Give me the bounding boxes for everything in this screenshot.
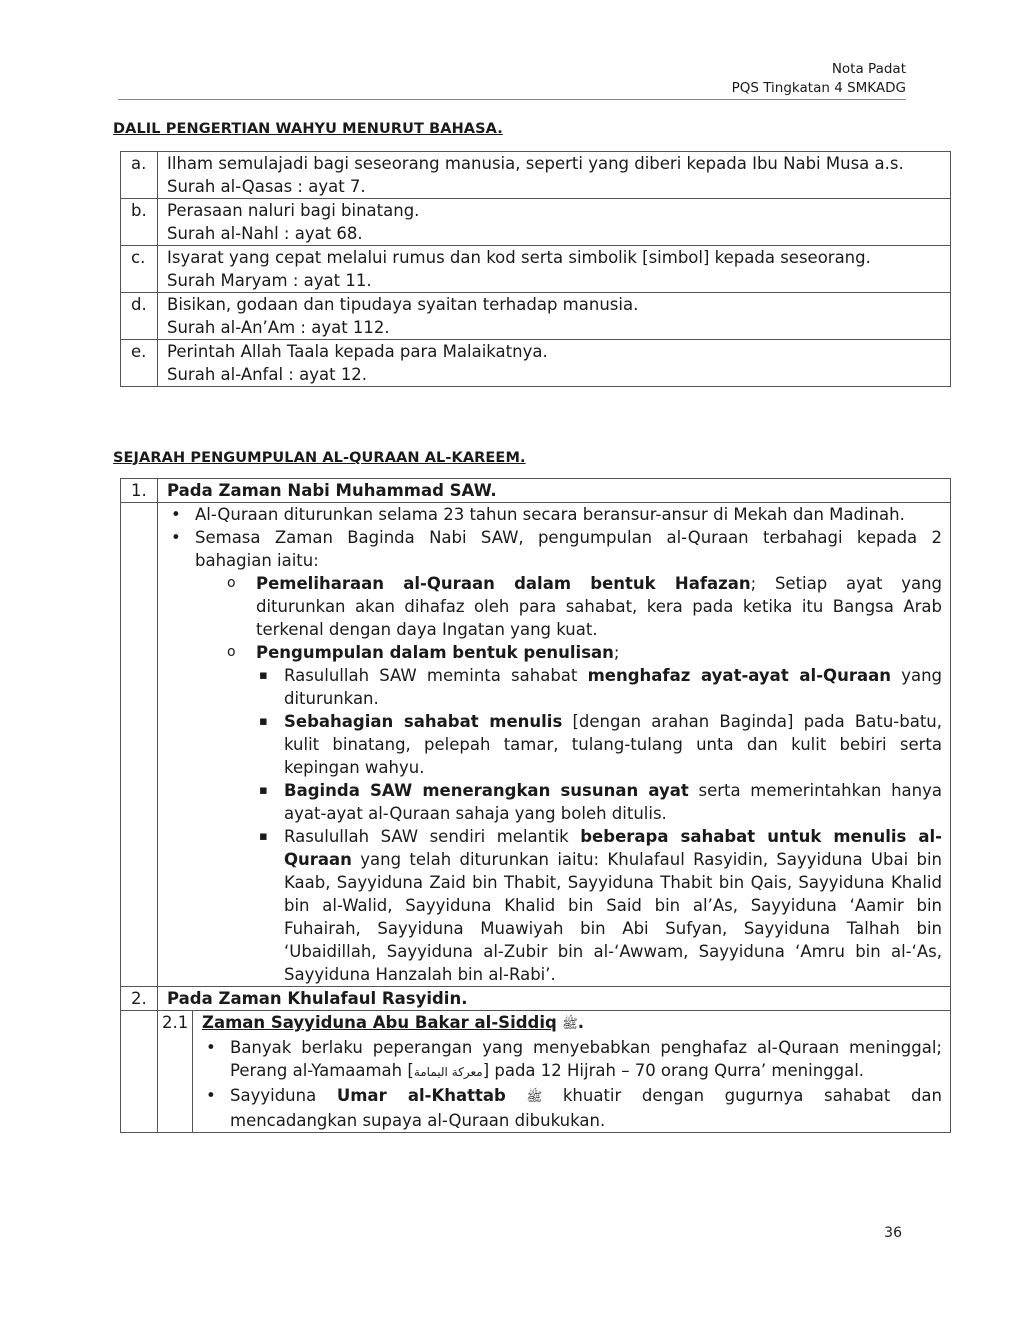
header-line-2: PQS Tingkatan 4 SMKADG: [731, 80, 906, 96]
list-item: o Pemeliharaan al-Quraan dalam bentuk Hafazan; Setiap ayat yang diturunkan akan dihafaz oleh para sahabat, kera pada ketika itu Bangsa Arab terkenal dengan daya Ingatan yang kuat.: [167, 572, 942, 641]
row-reference: Surah al-Nahl : ayat 68.: [167, 224, 363, 243]
arabic-text: معركة اليمامة: [413, 1065, 483, 1079]
table-row: [121, 479, 951, 503]
list-item: o Pengumpulan dalam bentuk penulisan; ▪ Rasulullah SAW meminta sahabat menghafaz ayat-ayat al-Quraan yang diturunkan. ▪ Sebahagian sahabat menulis [dengan arahan Baginda] pada Batu-batu, kulit binatang, pelepah tamar, tulang-tulang unta dan kulit bebiri serta kepingan wahyu. ▪ Baginda SAW menerangkan susunan ayat serta memerintahkan hanya ayat-ayat al-Quraan sahaja yang boleh ditulis. ▪ Rasulullah SAW sendiri melantik beberapa sahabat untuk menulis al-Quraan yang telah diturunkan iaitu: Khulafaul Rasyidin, Sayyiduna Ubai bin Kaab, Sayyiduna Zaid bin Thabit, Sayyiduna Thabit bin Qais, Sayyiduna Khalid bin al-Walid, Sayyiduna Khalid bin Said bin al’As, Sayyiduna ‘Aamir bin Fuhairah, Sayyiduna Muawiyah bin Abi Sufyan, Sayyiduna Talhah bin ‘Ubaidillah, Sayyiduna al-Zubir bin al-‘Awwam, Sayyiduna ‘Amru bin al-‘As, Sayyiduna Hanzalah bin al-Rabi’.: [167, 641, 942, 986]
page-number: 36: [884, 1225, 902, 1241]
table-row: [121, 246, 951, 293]
sub-list: [167, 572, 942, 986]
row-reference: Surah al-Anfal : ayat 12.: [167, 365, 368, 384]
table-row: [121, 987, 951, 1011]
subsection-index: 2.1: [162, 1013, 189, 1032]
list-item: ▪ Rasulullah SAW sendiri melantik beberapa sahabat untuk menulis al-Quraan yang telah diturunkan iaitu: Khulafaul Rasyidin, Sayyiduna Ubai bin Kaab, Sayyiduna Zaid bin Thabit, Sayyiduna Thabit bin Qais, Sayyiduna Khalid bin al-Walid, Sayyiduna Khalid bin Said bin al’As, Sayyiduna ‘Aamir bin Fuhairah, Sayyiduna Muawiyah bin Abi Sufyan, Sayyiduna Talhah bin ‘Ubaidillah, Sayyiduna al-Zubir bin al-‘Awwam, Sayyiduna ‘Amru bin al-‘As, Sayyiduna Hanzalah bin al-Rabi’.: [256, 825, 942, 986]
table-row: [121, 1011, 951, 1133]
table-row: [121, 503, 951, 987]
header-line-1: Nota Padat: [831, 61, 906, 77]
table-row: [121, 340, 951, 387]
bullet-list: [167, 503, 942, 986]
section-title-wahyu: DALIL PENGERTIAN WAHYU MENURUT BAHASA.: [113, 121, 503, 137]
row-heading: Pada Zaman Khulafaul Rasyidin.: [158, 987, 951, 1011]
row-reference: Surah al-An’Am : ayat 112.: [167, 318, 390, 337]
row-index: c.: [121, 246, 158, 293]
table-row: [121, 199, 951, 246]
honorific-symbol: ﷺ: [562, 1017, 578, 1032]
list-item: ▪ Rasulullah SAW meminta sahabat menghafaz ayat-ayat al-Quraan yang diturunkan.: [256, 664, 942, 710]
row-index: a.: [121, 152, 158, 199]
subsection-table: 2.1 Zaman Sayyiduna Abu Bakar al-Siddiq ﷺ. • Banyak berlaku peperangan yang menyebabkan penghafaz al-Quraan meninggal; Perang al-Yamaamah [معركة اليمامة] pada 12 Hijrah – 70 orang Qurra’ meninggal. • Sayyiduna Umar al-Khattab ﷺ khuatir dengan gugurnya sahabat dan mencadangkan supaya al-Quraan dibukukan.: [158, 1011, 950, 1132]
subsection-heading: Zaman Sayyiduna Abu Bakar al-Siddiq: [202, 1013, 557, 1032]
row-index: 2.: [121, 987, 158, 1011]
row-index: b.: [121, 199, 158, 246]
row-text: Perintah Allah Taala kepada para Malaikatnya.: [167, 342, 548, 361]
row-heading: Pada Zaman Nabi Muhammad SAW.: [158, 479, 951, 503]
list-item: ▪ Sebahagian sahabat menulis [dengan arahan Baginda] pada Batu-batu, kulit binatang, pelepah tamar, tulang-tulang unta dan kulit bebiri serta kepingan wahyu.: [256, 710, 942, 779]
list-item: • Sayyiduna Umar al-Khattab ﷺ khuatir dengan gugurnya sahabat dan mencadangkan supaya al-Quraan dibukukan.: [202, 1084, 942, 1132]
row-text: Perasaan naluri bagi binatang.: [167, 201, 420, 220]
point-list: [256, 664, 942, 986]
row-text: Ilham semulajadi bagi seseorang manusia, seperti yang diberi kepada Ibu Nabi Musa a.s.: [167, 154, 904, 173]
list-item: ▪ Baginda SAW menerangkan susunan ayat serta memerintahkan hanya ayat-ayat al-Quraan sahaja yang boleh ditulis.: [256, 779, 942, 825]
page-header: [732, 60, 906, 98]
row-index: 1.: [121, 479, 158, 503]
table-row: [121, 152, 951, 199]
wahyu-table: [120, 151, 951, 387]
row-text: Isyarat yang cepat melalui rumus dan kod serta simbolik [simbol] kepada seseorang.: [167, 248, 871, 267]
list-item: • Al-Quraan diturunkan selama 23 tahun secara beransur-ansur di Mekah dan Madinah.: [167, 503, 942, 526]
row-reference: Surah Maryam : ayat 11.: [167, 271, 372, 290]
bullet-list: [202, 1036, 942, 1132]
sejarah-table: [120, 478, 951, 1133]
row-index: d.: [121, 293, 158, 340]
honorific-symbol: ﷺ: [526, 1090, 543, 1105]
row-index: e.: [121, 340, 158, 387]
list-item: • Semasa Zaman Baginda Nabi SAW, pengumpulan al-Quraan terbahagi kepada 2 bahagian iaitu: o Pemeliharaan al-Quraan dalam bentuk Hafazan; Setiap ayat yang diturunkan akan dihafaz oleh para sahabat, kera pada ketika itu Bangsa Arab terkenal dengan daya Ingatan yang kuat. o Pengumpulan dalam bentuk penulisan; ▪ Rasulullah SAW meminta sahabat menghafaz ayat-ayat al-Quraan yang diturunkan. ▪ Sebahagian sahabat menulis [dengan arahan Baginda] pada Batu-batu, kulit binatang, pelepah tamar, tulang-tulang unta dan kulit bebiri serta kepingan wahyu. ▪ Baginda SAW menerangkan susunan ayat serta memerintahkan hanya ayat-ayat al-Quraan sahaja yang boleh ditulis. ▪ Rasulullah SAW sendiri melantik beberapa sahabat untuk menulis al-Quraan yang telah diturunkan iaitu: Khulafaul Rasyidin, Sayyiduna Ubai bin Kaab, Sayyiduna Zaid bin Thabit, Sayyiduna Thabit bin Qais, Sayyiduna Khalid bin al-Walid, Sayyiduna Khalid bin Said bin al’As, Sayyiduna ‘Aamir bin Fuhairah, Sayyiduna Muawiyah bin Abi Sufyan, Sayyiduna Talhah bin ‘Ubaidillah, Sayyiduna al-Zubir bin al-‘Awwam, Sayyiduna ‘Amru bin al-‘As, Sayyiduna Hanzalah bin al-Rabi’.: [167, 526, 942, 986]
row-reference: Surah al-Qasas : ayat 7.: [167, 177, 366, 196]
row-text: Bisikan, godaan dan tipudaya syaitan terhadap manusia.: [167, 295, 639, 314]
list-item: • Banyak berlaku peperangan yang menyebabkan penghafaz al-Quraan meninggal; Perang al-Yamaamah [معركة اليمامة] pada 12 Hijrah – 70 orang Qurra’ meninggal.: [202, 1036, 942, 1084]
table-row: [121, 293, 951, 340]
section-title-sejarah: SEJARAH PENGUMPULAN AL-QURAAN AL-KAREEM.: [113, 450, 526, 466]
header-rule: [118, 99, 906, 100]
